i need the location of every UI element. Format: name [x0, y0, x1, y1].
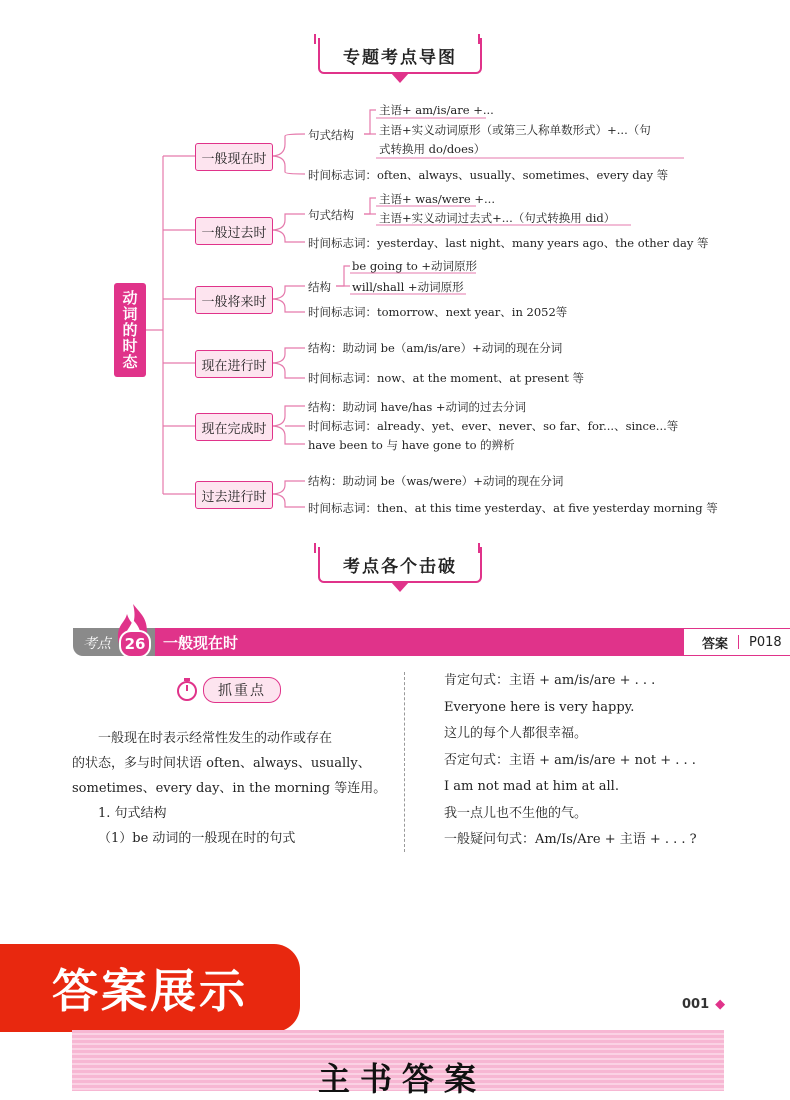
right-column [444, 668, 744, 854]
sentence-pattern: 否定句式：主语 + am/is/are + not + . . . [444, 752, 696, 768]
paragraph-line: 的状态，多与时间状语 often、always、usually、 [72, 756, 371, 771]
kaodian-title-bg [155, 628, 683, 656]
sub-label: 结构 [308, 280, 331, 294]
sentence-pattern: 一般疑问句式：Am/Is/Are + 主语 + . . . ? [444, 832, 697, 847]
kaodian-label: 考点 [83, 636, 111, 652]
kaodian-number: 26 [119, 630, 151, 658]
heading-structure: 1. 句式结构 [98, 806, 167, 821]
section-title-text: 专题考点导图 [343, 47, 457, 68]
paragraph-line: sometimes、every day、in the morning 等连用。 [72, 781, 387, 796]
example-translation: 这儿的每个人都很幸福。 [444, 726, 588, 741]
answer-label: 答案 [702, 636, 729, 652]
answer-header-title: 主书答案 [318, 1060, 487, 1098]
time-marker: 时间标志词：now、at the moment、at present 等 [308, 371, 585, 385]
structure-item: 主语+实义动词过去式+...（句式转换用 did） [379, 211, 616, 225]
structure-item: will/shall +动词原形 [352, 280, 464, 294]
time-marker: 时间标志词：yesterday、last night、many years ago、the other day 等 [308, 236, 709, 250]
node-future-simple: 一般将来时 [195, 286, 273, 314]
answer-showcase-banner: 答案展示 [0, 944, 300, 1032]
sub-label: 句式结构 [308, 208, 354, 222]
example-sentence: Everyone here is very happy. [444, 699, 635, 715]
node-present-perfect: 现在完成时 [195, 413, 273, 441]
answer-page: P018 [749, 634, 782, 650]
structure-item: be going to +动词原形 [352, 259, 478, 273]
mindmap-root: 动词的时态 [114, 283, 146, 377]
paragraph-line: 一般现在时表示经常性发生的动作或存在 [98, 731, 333, 746]
node-present-continuous: 现在进行时 [195, 350, 273, 378]
stopwatch-icon [175, 676, 199, 702]
column-divider [404, 672, 405, 852]
time-marker: 时间标志词：often、always、usually、sometimes、every day 等 [308, 168, 669, 182]
diamond-icon: ◆ [715, 997, 726, 1012]
time-marker: 时间标志词：then、at this time yesterday、at five yesterday morning 等 [308, 501, 718, 515]
structure-item: 主语+ am/is/are +... [379, 103, 494, 117]
section-title-breakdown [318, 547, 482, 583]
page-number: 001 ◆ [682, 997, 726, 1012]
kaodian-title: 一般现在时 [163, 634, 239, 652]
node-present-simple: 一般现在时 [195, 143, 273, 171]
divider [738, 635, 739, 649]
section-title-text: 考点各个击破 [343, 556, 457, 577]
answer-header-strip [72, 1030, 724, 1098]
structure-item: 式转换用 do/does） [379, 142, 486, 156]
structure-item: 结构：助动词 have/has +动词的过去分词 [308, 400, 527, 414]
left-column [72, 726, 390, 851]
time-marker: 时间标志词：tomorrow、next year、in 2052等 [308, 305, 568, 319]
heading-be-verb: （1）be 动词的一般现在时的句式 [98, 831, 296, 846]
example-translation: 我一点儿也不生他的气。 [444, 805, 588, 821]
sub-label: 句式结构 [308, 128, 354, 142]
structure-item: 结构：助动词 be（was/were）+动词的现在分词 [308, 474, 564, 488]
structure-item: 结构：助动词 be（am/is/are）+动词的现在分词 [308, 341, 563, 355]
node-past-continuous: 过去进行时 [195, 481, 273, 509]
example-sentence: I am not mad at him at all. [444, 779, 619, 794]
structure-item: 主语+实义动词原形（或第三人称单数形式）+...（句 [379, 123, 651, 137]
node-past-simple: 一般过去时 [195, 217, 273, 245]
sentence-pattern: 肯定句式：主语 + am/is/are + . . . [444, 673, 656, 688]
time-marker: 时间标志词：already、yet、ever、never、so far、for...、since...等 [308, 419, 679, 433]
structure-item: have been to 与 have gone to 的辨析 [308, 438, 515, 452]
answer-ref[interactable] [683, 628, 790, 656]
kaodian-bar [73, 628, 782, 656]
focus-label: 抓重点 [203, 677, 281, 703]
structure-item: 主语+ was/were +... [379, 192, 495, 206]
